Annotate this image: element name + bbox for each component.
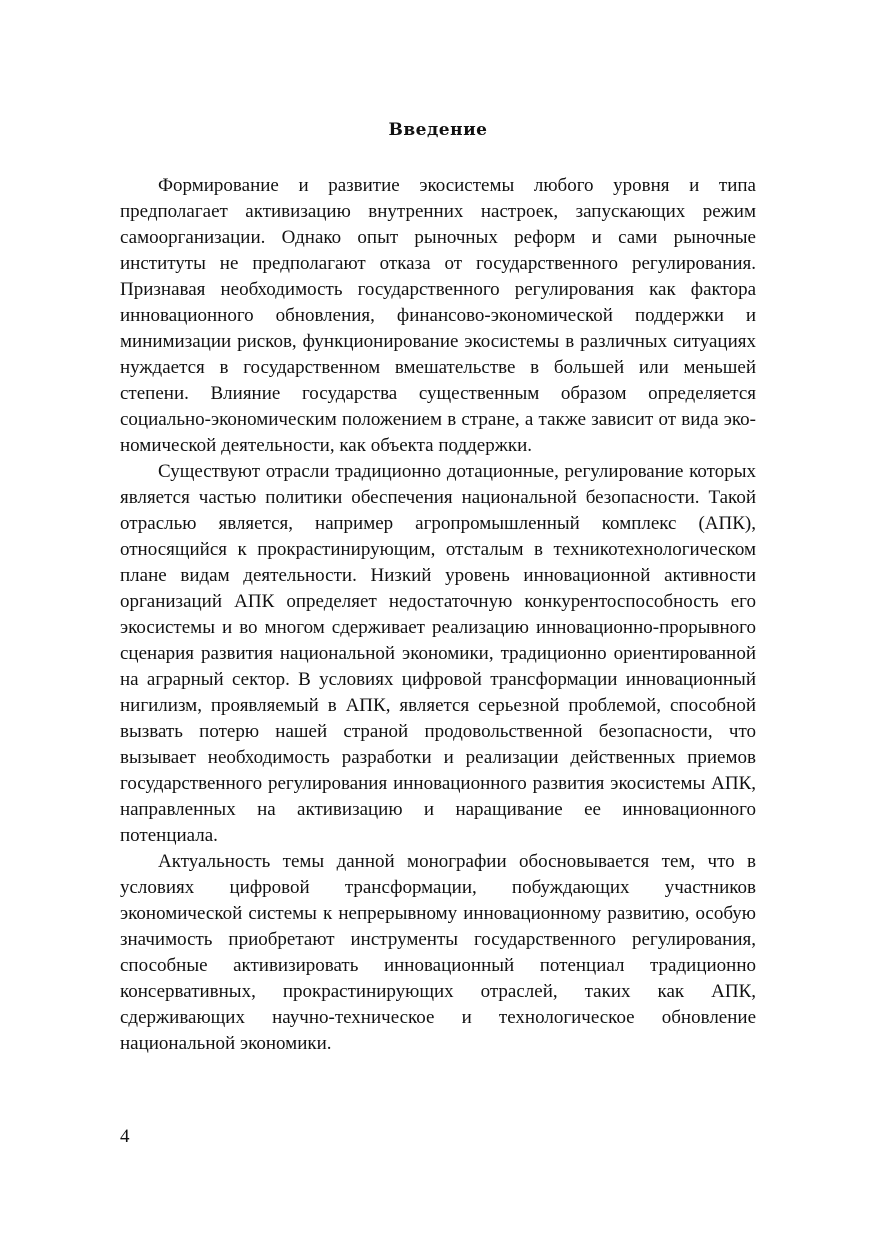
page-heading: Введение [388, 120, 488, 140]
paragraph-3: Актуальность темы данной монографии обосновывается тем, что в условиях цифровой трансформации, побуждающих участников экономической системы к непрерывному инновационному развитию, особую значимость приобретают инструменты государственного регулирования, способные активизировать инновационный потенциал традиционно консервативных, прокрастинирующих отраслей, таких как АПК, сдерживающих научно-техническое и технологическое обновление национальной экономики. [120, 851, 756, 1054]
page-number: 4 [120, 1126, 130, 1147]
paragraph-1: Формирование и развитие экосистемы любого уровня и типа предполагает активизацию внутренних настроек, запускающих режим самоорганизации. Однако опыт рыночных реформ и сами рыночные институты не предполагают отказа от государственного регулирования. Признавая необходимость государственного регулирования как фактора инновационного обновления, финансово-экономической поддержки и минимизации рисков, функционирование экосистемы в различных ситуациях нуждается в государственном вмешательстве в большей или меньшей степени. Влияние государства существенным образом определяется социально-экономическим положением в стране, а также зависит от вида экономической деятельности, как объекта поддержки. [120, 175, 756, 456]
page-body [120, 173, 756, 1057]
paragraph-2: Существуют отрасли традиционно дотационные, регулирование которых является частью политики обеспечения национальной безопасности. Такой отраслью является, например агропромышленный комплекс (АПК), относящийся к прокрастинирующим, отсталым в техникотехнологическом плане видам деятельности. Низкий уровень инновационной активности организаций АПК определяет недостаточную конкурентоспособность его экосистемы и во многом сдерживает реализацию инновационно-прорывного сценария развития национальной экономики, традиционно ориентированной на аграрный сектор. В условиях цифровой трансформации инновационный нигилизм, проявляемый в АПК, является серьезной проблемой, способной вызвать потерю нашей страной продовольственной безопасности, что вызывает необходимость разработки и реализации действенных приемов государственного регулирования инновационного развития экосистемы АПК, направленных на активизацию и наращивание ее инновационного потенциала. [120, 461, 756, 846]
